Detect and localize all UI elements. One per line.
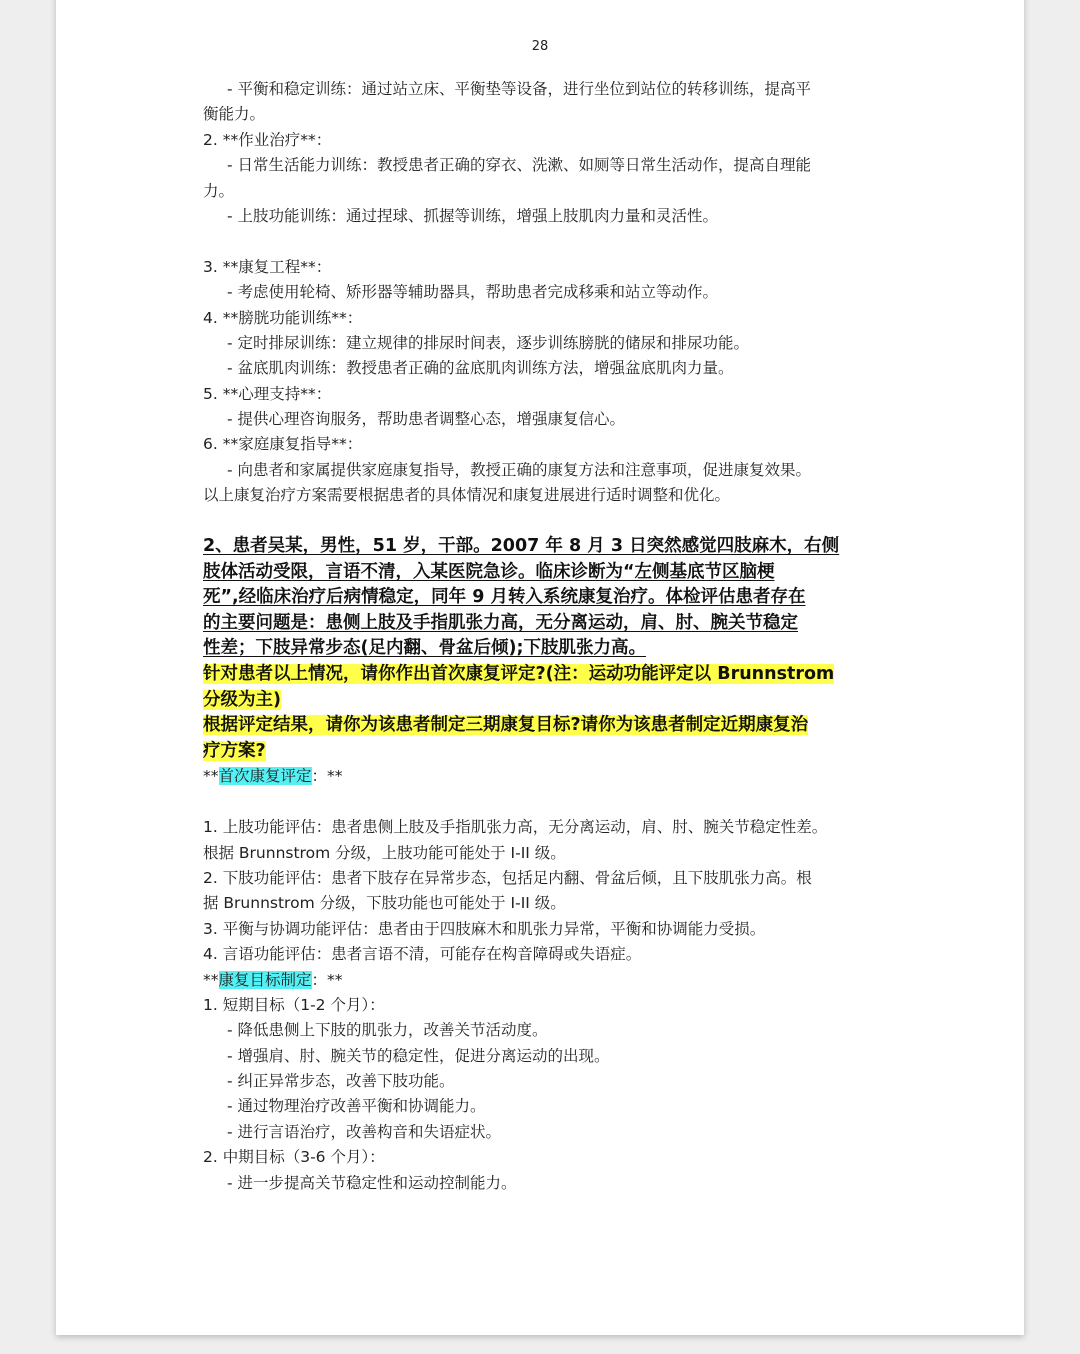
page-number: 28 — [531, 39, 549, 54]
text-line: 衡能力。 — [203, 105, 266, 124]
text-line: 力。 — [203, 181, 235, 200]
goal-item: 2. 中期目标（3-6 个月）： — [203, 1148, 385, 1167]
goal-subitem: - 进一步提高关节稳定性和运动控制能力。 — [227, 1173, 517, 1192]
assessment-item: 据 Brunnstrom 分级，下肢功能也可能处于 I-II 级。 — [203, 894, 566, 913]
assessment-item: 根据 Brunnstrom 分级，上肢功能可能处于 I-II 级。 — [203, 843, 566, 862]
text-line: - 盆底肌肉训练：教授患者正确的盆底肌肉训练方法，增强盆底肌肉力量。 — [227, 359, 734, 378]
section-heading: 4. **膀胱功能训练**： — [203, 308, 363, 327]
case-line: 性差；下肢异常步态(足内翻、骨盆后倾);下肢肌张力高。 — [203, 638, 646, 659]
assessment-item: 2. 下肢功能评估：患者下肢存在异常步态，包括足内翻、骨盆后倾，且下肢肌张力高。根 — [203, 868, 812, 887]
blank-line — [203, 229, 883, 254]
case-line: 死”,经临床治疗后病情稳定，同年 9 月转入系统康复治疗。体检评估患者存在 — [203, 587, 806, 608]
blank-line — [203, 509, 883, 534]
text-line: - 上肢功能训练：通过捏球、抓握等训练，增强上肢肌肉力量和灵活性。 — [227, 206, 719, 225]
case-line: 的主要问题是：患侧上肢及手指肌张力高，无分离运动，肩、肘、腕关节稳定 — [203, 612, 798, 633]
section-heading: 2. **作业治疗**： — [203, 130, 332, 149]
section-heading: 3. **康复工程**： — [203, 257, 332, 276]
blank-line — [203, 790, 883, 815]
question-line: 疗方案? — [203, 740, 266, 761]
heading-prefix: ** — [203, 767, 219, 786]
text-line: - 平衡和稳定训练：通过站立床、平衡垫等设备，进行坐位到站位的转移训练，提高平 — [227, 80, 812, 98]
heading-prefix: ** — [203, 970, 219, 989]
heading-suffix: ：** — [311, 767, 343, 786]
question-line: 针对患者以上情况，请你作出首次康复评定?(注：运动功能评定以 Brunnstrom — [203, 664, 835, 684]
goals-heading — [203, 968, 883, 993]
text-line: - 考虑使用轮椅、矫形器等辅助器具，帮助患者完成移乘和站立等动作。 — [227, 283, 719, 302]
assessment-item: 1. 上肢功能评估：患者患侧上肢及手指肌张力高，无分离运动，肩、肘、腕关节稳定性差。 — [203, 818, 828, 837]
heading-suffix: ：** — [311, 970, 343, 989]
goals-title: 康复目标制定 — [218, 970, 312, 989]
document-page — [56, 0, 1024, 1335]
goal-subitem: - 增强肩、肘、腕关节的稳定性，促进分离运动的出现。 — [227, 1046, 610, 1065]
text-line: - 定时排尿训练：建立规律的排尿时间表，逐步训练膀胱的储尿和排尿功能。 — [227, 333, 750, 352]
section-heading: 6. **家庭康复指导**： — [203, 435, 363, 454]
text-line: - 提供心理咨询服务，帮助患者调整心态，增强康复信心。 — [227, 410, 626, 429]
goal-subitem: - 通过物理治疗改善平衡和协调能力。 — [227, 1097, 486, 1116]
goal-subitem: - 进行言语治疗，改善构音和失语症状。 — [227, 1122, 502, 1141]
case-line: 肢体活动受限，言语不清，入某医院急诊。临床诊断为“左侧基底节区脑梗 — [203, 561, 775, 582]
assessment-heading — [203, 764, 883, 789]
case-block — [203, 534, 883, 764]
goal-subitem: - 纠正异常步态，改善下肢功能。 — [227, 1072, 455, 1091]
text-line: - 向患者和家属提供家庭康复指导，教授正确的康复方法和注意事项，促进康复效果。 — [227, 460, 812, 479]
text-line: - 日常生活能力训练：教授患者正确的穿衣、洗漱、如厕等日常生活动作，提高自理能 — [227, 156, 812, 175]
question-line: 根据评定结果，请你为该患者制定三期康复目标?请你为该患者制定近期康复治 — [203, 715, 809, 736]
goal-item: 1. 短期目标（1-2 个月）： — [203, 995, 385, 1014]
question-line: 分级为主) — [203, 689, 281, 710]
case-line: 2、患者吴某，男性，51 岁，干部。2007 年 8 月 3 日突然感觉四肢麻木，右侧 — [203, 536, 840, 557]
page-content — [203, 77, 883, 1196]
assessment-title: 首次康复评定 — [218, 767, 312, 786]
assessment-item: 3. 平衡与协调功能评估：患者由于四肢麻木和肌张力异常，平衡和协调能力受损。 — [203, 919, 766, 938]
goal-subitem: - 降低患侧上下肢的肌张力，改善关节活动度。 — [227, 1021, 548, 1040]
assessment-item: 4. 言语功能评估：患者言语不清，可能存在构音障碍或失语症。 — [203, 945, 642, 964]
section-heading: 5. **心理支持**： — [203, 384, 332, 403]
text-line: 以上康复治疗方案需要根据患者的具体情况和康复进展进行适时调整和优化。 — [203, 486, 731, 505]
